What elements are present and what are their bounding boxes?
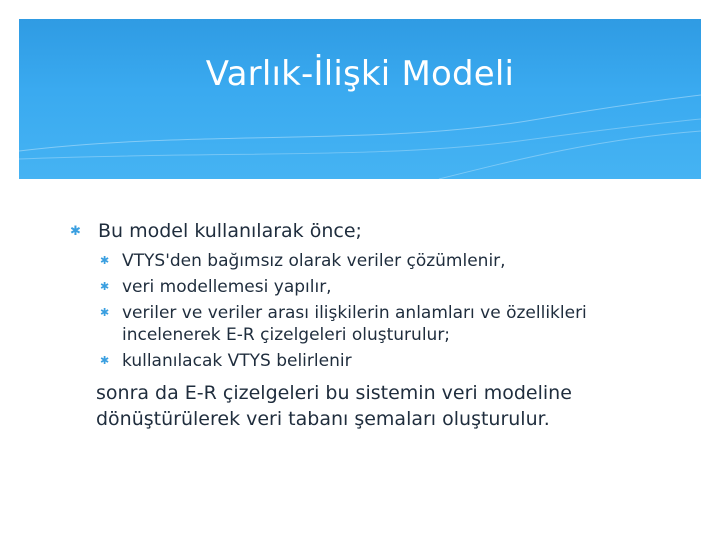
asterisk-bullet-icon: ✱ (100, 306, 110, 319)
slide-title: Varlık-İlişki Modeli (205, 54, 515, 94)
sub-bullet-list (56, 250, 676, 372)
sub-bullet-text: veri modellemesi yapılır, (122, 277, 332, 297)
main-bullet-text: Bu model kullanılarak önce; (98, 220, 362, 242)
banner-decoration (19, 19, 701, 179)
asterisk-bullet-icon: ✱ (70, 224, 81, 239)
slide-content (56, 218, 676, 432)
closing-paragraph: sonra da E-R çizelgeleri bu sistemin veri modeline dönüştürülerek veri tabanı şemaları oluşturulur. (96, 382, 572, 430)
sub-bullet-item (56, 250, 626, 272)
title-banner (19, 19, 701, 179)
sub-bullet-text: VTYS'den bağımsız olarak veriler çözümlenir, (122, 251, 506, 271)
asterisk-bullet-icon: ✱ (100, 280, 110, 293)
sub-bullet-item (56, 276, 626, 298)
sub-bullet-text: kullanılacak VTYS belirlenir (122, 351, 352, 371)
asterisk-bullet-icon: ✱ (100, 354, 110, 367)
sub-bullet-item (56, 302, 626, 346)
main-bullet-item (56, 218, 676, 244)
sub-bullet-text: veriler ve veriler arası ilişkilerin anlamları ve özellikleri incelenerek E-R çizelgeleri oluşturulur; (122, 303, 587, 345)
asterisk-bullet-icon: ✱ (100, 254, 110, 267)
sub-bullet-item (56, 350, 626, 372)
